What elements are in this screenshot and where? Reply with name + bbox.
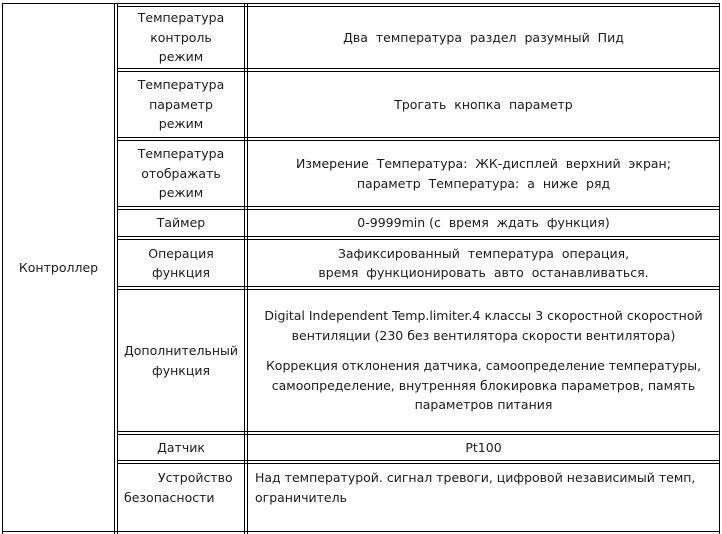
value-line: время функционировать авто останавливаться. [318,265,649,280]
label-line: режим [158,116,204,132]
row-value-temperature-parameter-mode [248,72,719,137]
value-line: вентиляции (230 без вентилятора скорости вентилятора) [291,327,676,343]
value-line: параметров питания [414,397,553,413]
value-line: Digital Independent Temp.limiter.4 классы 3 скоростной скоростной [264,308,703,324]
row-value-temperature-control-mode [248,7,719,68]
grid-line-v2 [114,3,115,534]
label-line: режим [158,185,204,201]
label-line: Температура [137,146,225,162]
row-value-additional-function [248,290,719,431]
row-value-safety-device [248,464,719,531]
label-line: режим [158,49,204,65]
label-line: функция [152,362,210,378]
label-line: Датчик [157,439,205,455]
row-value-timer [248,210,719,236]
label-line: функция [152,265,210,280]
label-line: контроль [150,29,212,45]
label-line: Операция [148,245,214,261]
value-line: самоопределение, внутренняя блокировка параметров, память [271,377,696,393]
row-separator [117,286,720,287]
label-line: Дополнительный [123,343,238,358]
row-label-temperature-control-mode [118,7,244,68]
row-label-timer [118,210,244,236]
row-value-sensor [248,435,719,460]
row-separator [117,137,720,138]
row-label-safety-device [118,464,244,531]
row-separator [117,431,720,432]
value-line: ограничитель [255,489,347,505]
row-separator [117,206,720,207]
label-line: Таймер [156,215,206,231]
value-line: Два температура раздел разумный Пид [343,29,624,45]
group-label-cell [3,4,114,531]
value-paragraph-1 [264,306,702,345]
value-line: параметр Температура: а ниже ряд [356,175,611,191]
row-separator [117,236,720,237]
label-line: безопасности [124,489,215,505]
value-line: Измерение Температура: ЖК-дисплей верхний экран; [296,156,671,171]
row-label-sensor [118,435,244,460]
value-line: 0-9999min (с время ждать функция) [357,215,610,231]
grid-line-v6 [719,3,720,534]
row-label-temperature-display-mode [118,141,244,206]
row-value-operation-function [248,240,719,286]
value-paragraph-2 [266,356,701,415]
group-label: Контроллер [18,259,99,275]
value-line: Трогать кнопка параметр [394,96,573,112]
value-line: Коррекция отклонения датчика, самоопределение температуры, [265,358,702,374]
grid-line-bottom [2,531,720,532]
row-label-additional-function [118,290,244,431]
value-line: Pt100 [465,439,502,455]
label-line: параметр [149,96,213,112]
label-line: отображать [141,165,221,181]
row-separator [117,68,720,69]
value-line: Над температурой. сигнал тревоги, цифровой независимый темп, [255,470,696,485]
value-line: Зафиксированный температура операция, [337,245,630,261]
row-separator [117,460,720,461]
label-line: Температура [137,77,225,93]
label-line: Температура [137,10,225,26]
row-label-operation-function [118,240,244,286]
grid-line-v4 [244,3,245,534]
row-value-temperature-display-mode [248,141,719,206]
label-line: Устройство [158,470,233,485]
row-label-temperature-parameter-mode [118,72,244,137]
